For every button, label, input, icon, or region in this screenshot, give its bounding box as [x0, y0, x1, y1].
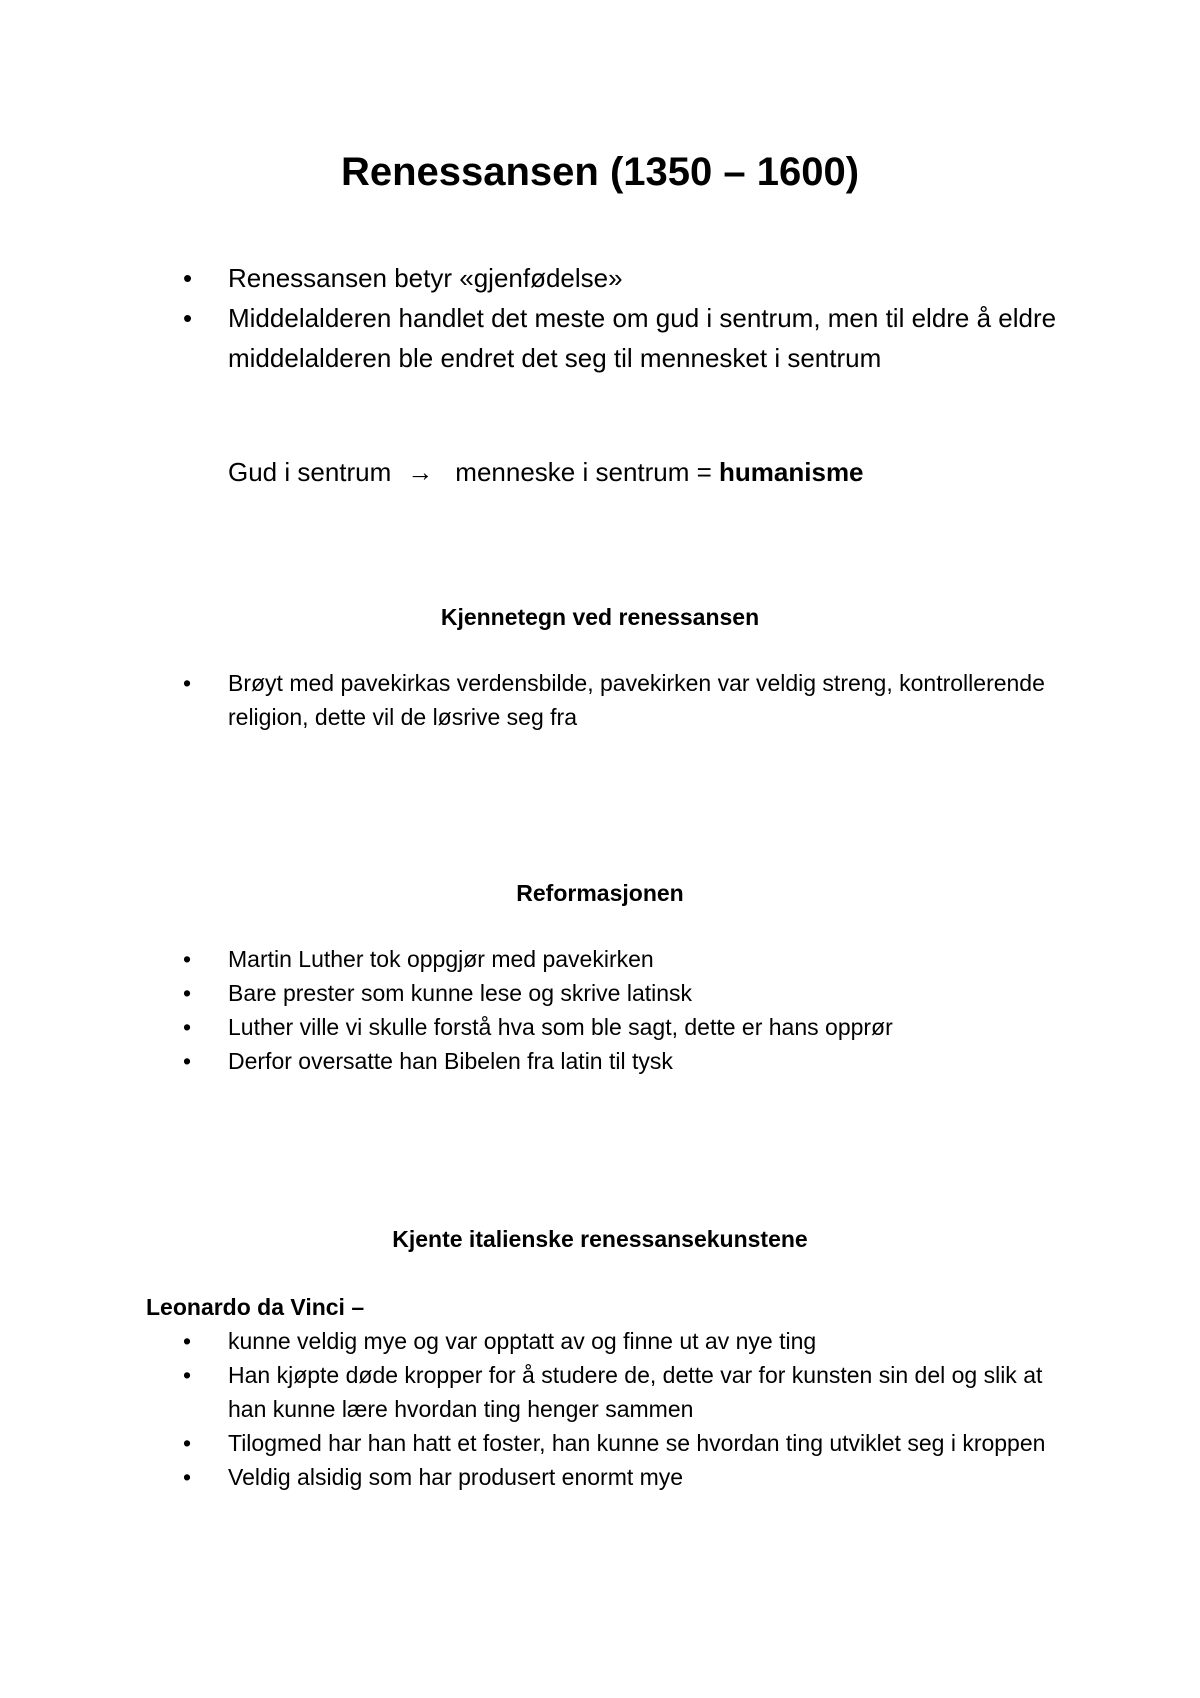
flow-result: humanisme [719, 457, 864, 487]
flow-to: menneske i sentrum = [455, 457, 720, 487]
kjennetegn-list [183, 666, 1063, 734]
list-item: • Derfor oversatte han Bibelen fra latin til tysk [183, 1044, 1063, 1078]
reformasjonen-list [183, 942, 1063, 1078]
list-item: • Martin Luther tok oppgjør med pavekirken [183, 942, 1063, 976]
list-item: • Renessansen betyr «gjenfødelse» [183, 258, 1063, 298]
list-item: • Han kjøpte døde kropper for å studere de, dette var for kunsten sin del og slik at han kunne lære hvordan ting henger sammen [183, 1358, 1063, 1426]
list-item: • kunne veldig mye og var opptatt av og finne ut av nye ting [183, 1324, 1063, 1358]
heading-reformasjonen: Reformasjonen [516, 880, 684, 906]
heading-kunstnere: Kjente italienske renessansekunstene [392, 1226, 808, 1252]
list-item: • Veldig alsidig som har produsert enormt mye [183, 1460, 1063, 1494]
list-item: • Middelalderen handlet det meste om gud i sentrum, men til eldre å eldre middelalderen ble endret det seg til mennesket i sentrum [183, 298, 1063, 378]
kunstnere-list [183, 1324, 1063, 1494]
flow-from: Gud i sentrum [228, 457, 392, 487]
intro-list [183, 258, 1063, 378]
page-title: Renessansen (1350 – 1600) [340, 150, 860, 194]
list-item: • Tilogmed har han hatt et foster, han kunne se hvordan ting utviklet seg i kroppen [183, 1426, 1063, 1460]
list-item: • Bare prester som kunne lese og skrive latinsk [183, 976, 1063, 1010]
heading-kjennetegn: Kjennetegn ved renessansen [440, 604, 760, 630]
person-name: Leonardo da Vinci – [146, 1294, 365, 1320]
gud-to-menneske-line [228, 452, 864, 492]
arrow-right-icon: → [407, 457, 434, 487]
list-item: • Luther ville vi skulle forstå hva som ble sagt, dette er hans opprør [183, 1010, 1063, 1044]
list-item: • Brøyt med pavekirkas verdensbilde, pavekirken var veldig streng, kontrollerende religion, dette vil de løsrive seg fra [183, 666, 1063, 734]
